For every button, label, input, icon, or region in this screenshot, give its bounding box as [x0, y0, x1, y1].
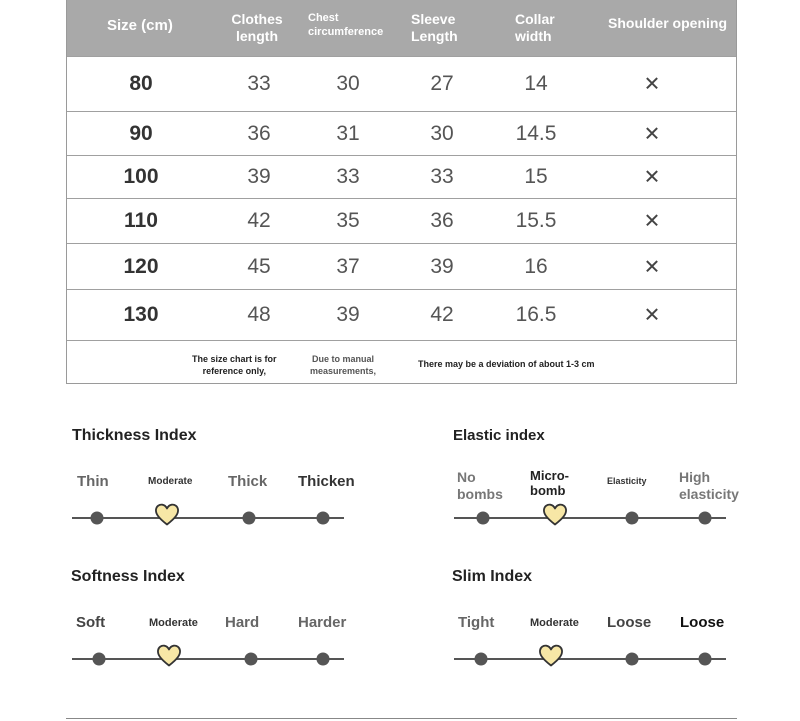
cell-size: 130 [123, 303, 159, 326]
scale-dot [626, 512, 639, 525]
header-sleeve-length: Sleeve Length [411, 11, 458, 44]
scale-dot [475, 653, 488, 666]
slim-scale-line [454, 658, 726, 660]
cell-shoulder-opening: ✕ [643, 256, 661, 278]
table-header [67, 0, 736, 56]
elastic-index-title: Elastic index [453, 427, 545, 444]
softness-index-title: Softness Index [71, 568, 185, 585]
scale-dot [243, 512, 256, 525]
cell-size: 90 [129, 121, 153, 145]
slim-label-loose: Loose [607, 614, 652, 631]
cell-chest: 37 [336, 254, 360, 278]
scale-dot [626, 653, 639, 666]
cell-collar: 14 [524, 72, 548, 95]
heart-marker-icon [542, 503, 568, 532]
elastic-label-micro-bomb: Micro- bomb [530, 468, 569, 498]
thickness-label-thicken: Thicken [298, 473, 355, 490]
scale-dot [477, 512, 490, 525]
cell-sleeve: 33 [430, 165, 454, 188]
note-manual: Due to manual measurements, [310, 354, 377, 376]
heart-marker-icon [538, 644, 564, 673]
cell-collar: 15 [524, 165, 548, 188]
header-shoulder-opening: Shoulder opening [608, 15, 727, 31]
cell-collar: 14.5 [515, 121, 557, 145]
cell-shoulder-opening: ✕ [643, 166, 661, 189]
cell-sleeve: 30 [430, 121, 454, 145]
note-reference: The size chart is for reference only, [192, 354, 277, 376]
scale-dot [699, 653, 712, 666]
cell-sleeve: 42 [430, 303, 454, 326]
cell-size: 110 [124, 209, 158, 232]
scale-dot [93, 653, 106, 666]
table-notes-row [67, 340, 736, 384]
table-row [67, 289, 736, 340]
thickness-index-title: Thickness Index [72, 427, 197, 444]
scale-dot [91, 512, 104, 525]
cell-chest: 31 [336, 121, 360, 145]
header-chest-circumference: Chest circumference [308, 12, 384, 38]
cell-chest: 30 [336, 72, 360, 95]
cell-collar: 15.5 [515, 209, 557, 232]
size-chart-table [66, 0, 737, 384]
cell-clothes-length: 36 [247, 121, 271, 145]
softness-label-moderate: Moderate [149, 617, 198, 629]
elastic-label-high-elasticity: High elasticity [679, 469, 739, 502]
scale-dot [245, 653, 258, 666]
cell-collar: 16.5 [515, 303, 557, 326]
cell-shoulder-opening: ✕ [643, 304, 661, 327]
softness-scale-line [72, 658, 344, 660]
slim-index-title: Slim Index [452, 568, 533, 585]
header-size: Size (cm) [107, 17, 173, 34]
cell-clothes-length: 39 [247, 165, 271, 188]
cell-clothes-length: 48 [247, 303, 271, 326]
elastic-label-no-bombs: No bombs [457, 469, 503, 502]
cell-chest: 35 [336, 209, 360, 232]
cell-sleeve: 36 [430, 209, 454, 232]
elastic-scale-line [454, 517, 726, 519]
header-collar-width: Collar width [515, 11, 555, 44]
cell-shoulder-opening: ✕ [643, 123, 661, 145]
cell-collar: 16 [524, 254, 548, 278]
softness-label-hard: Hard [225, 614, 260, 631]
header-clothes-length: Clothes length [231, 11, 283, 44]
thickness-scale-line [72, 517, 344, 519]
cell-clothes-length: 42 [247, 209, 271, 232]
table-row [67, 243, 736, 289]
scale-dot [317, 653, 330, 666]
table-row [67, 56, 736, 111]
cell-size: 100 [123, 165, 159, 188]
slim-label-loose-2: Loose [680, 614, 725, 631]
scale-dot [699, 512, 712, 525]
cell-sleeve: 27 [430, 72, 454, 95]
cell-size: 80 [129, 72, 153, 95]
table-row [67, 198, 736, 243]
bottom-divider [66, 718, 737, 719]
softness-label-harder: Harder [298, 614, 347, 631]
table-row [67, 111, 736, 155]
cell-clothes-length: 33 [247, 72, 271, 95]
cell-sleeve: 39 [430, 254, 454, 278]
cell-chest: 39 [336, 303, 360, 326]
note-deviation: There may be a deviation of about 1-3 cm [418, 359, 595, 369]
elastic-label-elasticity: Elasticity [607, 476, 647, 486]
thickness-label-moderate: Moderate [148, 476, 193, 487]
cell-shoulder-opening: ✕ [643, 73, 661, 96]
cell-shoulder-opening: ✕ [643, 210, 661, 233]
cell-chest: 33 [336, 165, 360, 188]
slim-label-tight: Tight [458, 614, 495, 631]
cell-clothes-length: 45 [247, 254, 271, 278]
softness-label-soft: Soft [76, 614, 106, 631]
heart-marker-icon [156, 644, 182, 673]
slim-label-moderate: Moderate [530, 617, 579, 629]
cell-size: 120 [123, 254, 159, 278]
heart-marker-icon [154, 503, 180, 532]
thickness-label-thick: Thick [228, 473, 268, 490]
table-row [67, 155, 736, 198]
thickness-label-thin: Thin [77, 473, 109, 490]
scale-dot [317, 512, 330, 525]
